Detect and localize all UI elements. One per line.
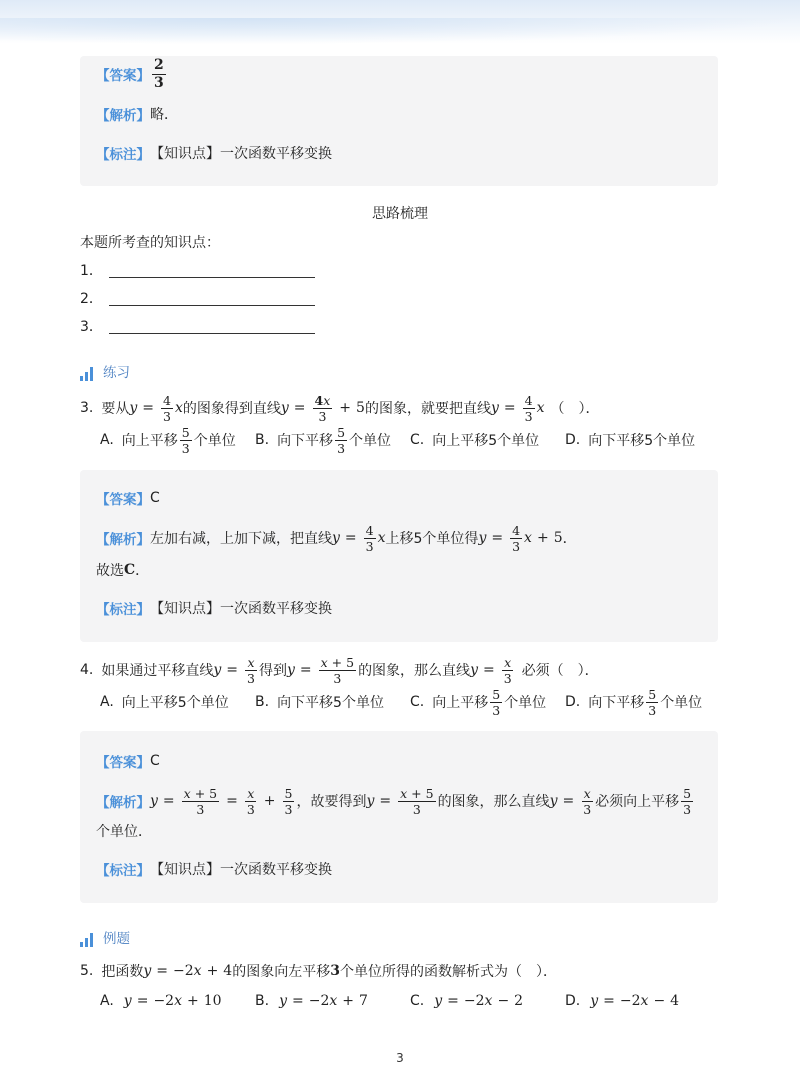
fraction: $\frac{5}{3}$: [337, 424, 346, 456]
fraction: $\frac{x}{3}$: [583, 785, 592, 817]
analysis-label: 【解析】: [96, 532, 150, 548]
note-label: 【标注】: [96, 602, 150, 618]
answer-denominator: 3: [154, 74, 164, 91]
option-a[interactable]: [100, 684, 229, 720]
option-c[interactable]: C. y = −2 x − 2: [410, 993, 524, 1009]
question-text: 个单位所得的函数解析式为（ ）．: [339, 964, 557, 980]
option-d[interactable]: [565, 422, 695, 458]
question-text: 把函数: [101, 964, 144, 980]
option-text: 向上平移: [121, 433, 178, 449]
analysis-text: C: [124, 562, 136, 578]
question-text: 的图象向左平移: [232, 964, 331, 980]
fraction: $\frac{5}{3}$: [492, 686, 501, 718]
fraction: $\frac{x + 5}{3}$: [183, 785, 218, 817]
question-text: （ ）．: [550, 401, 600, 417]
question-text: 要从: [101, 401, 130, 417]
analysis-text: ．: [135, 563, 150, 579]
question-text: 如果通过平移直线: [101, 663, 214, 679]
answer-value: C: [150, 753, 160, 769]
analysis-text: 左加右减，上加下减，把直线: [150, 531, 332, 547]
option-text: 向下平移: [277, 433, 334, 449]
section-practice-label: 练习: [103, 365, 130, 381]
fraction: $\frac{4x}{3}$: [314, 392, 331, 424]
fraction: $\frac{4}{3}$: [163, 392, 171, 424]
summary-intro: 本题所考查的知识点：: [80, 235, 220, 251]
option-text: 个单位: [193, 433, 236, 449]
fraction: $\frac{4}{3}$: [365, 522, 374, 554]
option-a[interactable]: A. y = −2 x + 10: [100, 993, 222, 1009]
solution-box-1: [80, 56, 718, 186]
option-letter: C.: [410, 694, 425, 710]
summary-item-number: 2．: [80, 291, 103, 307]
option-letter: D.: [565, 993, 581, 1009]
question-text: 的图象，就要把直线: [364, 401, 491, 417]
question-text: 必须（ ）．: [521, 663, 599, 679]
option-letter: A.: [100, 432, 114, 448]
question-5: 5. 把函数 y = −2 x + 4 的图象向左平移 3 个单位所得的函数解析式为（ ）．: [80, 963, 557, 980]
question-3: 3. 要从 y = $\frac{4}{3}$ x 的图象得到直线 y = $\frac{4x}{3}$ + 5 的图象，就要把直线 y = $\frac{4}{3}$ x （ ）．: [80, 392, 600, 424]
answer-row: [96, 488, 160, 508]
answer-label: 【答案】: [96, 68, 150, 84]
section-example-heading: [80, 927, 130, 947]
option-letter: A.: [100, 694, 114, 710]
header-wave-decoration: [0, 18, 800, 44]
option-text: 向上平移5个单位: [432, 433, 540, 449]
question-number: 3.: [80, 400, 94, 416]
analysis-text: 的图象，那么直线: [437, 794, 550, 810]
option-text: 个单位: [349, 433, 392, 449]
summary-item-3: [80, 316, 315, 336]
option-text: 向上平移: [432, 695, 489, 711]
fraction: $\frac{x + 5}{3}$: [400, 785, 434, 817]
note-text: 【知识点】一次函数平移变换: [150, 862, 332, 878]
analysis-text: ．: [562, 531, 577, 547]
summary-title: 思路梳理: [372, 206, 428, 222]
option-text: 向下平移: [588, 695, 645, 711]
summary-item-1: [80, 260, 315, 280]
note-label: 【标注】: [96, 147, 150, 163]
question-4: 4. 如果通过平移直线 y = $\frac{x}{3}$ 得到 y = $\frac{x + 5}{3}$ 的图象，那么直线 y = $\frac{x}{3}$ 必须（ ）．: [80, 654, 599, 686]
analysis-text: 故选: [96, 563, 124, 579]
analysis-text: ，故要得到: [296, 794, 367, 810]
option-letter: B.: [255, 694, 270, 710]
option-letter: B.: [255, 432, 270, 448]
analysis-text: 必须向上平移: [595, 794, 680, 810]
summary-item-2: [80, 288, 315, 308]
note-row: [96, 143, 332, 163]
answer-label: 【答案】: [96, 492, 150, 508]
option-b[interactable]: B. y = −2 x + 7: [255, 993, 368, 1009]
note-row: [96, 598, 332, 618]
analysis-label: 【解析】: [96, 108, 150, 124]
answer-value: C: [150, 490, 160, 506]
option-letter: A.: [100, 993, 114, 1009]
option-letter: D.: [565, 432, 581, 448]
fraction: $\frac{4}{3}$: [524, 392, 533, 424]
fraction: $\frac{x}{3}$: [247, 654, 255, 686]
answer-row: [96, 56, 168, 92]
option-letter: C.: [410, 432, 425, 448]
option-letter: C.: [410, 993, 425, 1009]
section-practice-heading: [80, 361, 130, 381]
fraction: $\frac{5}{3}$: [181, 424, 190, 456]
fraction: $\frac{5}{3}$: [648, 686, 657, 718]
answer-numerator: 2: [154, 56, 164, 73]
answer-label: 【答案】: [96, 755, 150, 771]
fraction: $\frac{x + 5}{3}$: [320, 654, 355, 686]
option-text: 向上平移5个单位: [121, 695, 229, 711]
note-text: 【知识点】一次函数平移变换: [150, 146, 332, 162]
fill-blank-3[interactable]: [109, 319, 315, 334]
question-text: 3: [330, 963, 340, 979]
option-b[interactable]: [255, 422, 391, 458]
answer-row: [96, 751, 160, 771]
question-text: 的图象得到直线: [182, 401, 281, 417]
option-d[interactable]: D. y = −2 x − 4: [565, 993, 680, 1009]
analysis-text: 上移5个单位得: [385, 531, 479, 547]
note-row: [96, 859, 332, 879]
summary-item-number: 1．: [80, 263, 103, 279]
summary-item-number: 3．: [80, 319, 103, 335]
option-text: 个单位: [660, 695, 703, 711]
analysis-row: 【解析】 左加右减，上加下减，把直线 y = $\frac{4}{3}$ x 上移5个单位得 y = $\frac{4}{3}$ x + 5 ．: [96, 522, 577, 554]
option-text: 个单位: [504, 695, 547, 711]
fraction: $\frac{x}{3}$: [246, 785, 255, 817]
analysis-text: 个单位．: [96, 824, 152, 840]
option-a[interactable]: [100, 422, 236, 458]
solution-box-4: [80, 731, 718, 903]
option-text: 向下平移5个单位: [277, 695, 384, 711]
question-text: 的图象，那么直线: [358, 663, 471, 679]
fraction: $\frac{5}{3}$: [683, 785, 692, 817]
analysis-line-2: [96, 821, 152, 841]
page-number: 3: [396, 1051, 404, 1065]
answer-fraction: [152, 57, 166, 92]
analysis-row: 【解析】 y = $\frac{x + 5}{3}$ = $\frac{x}{3}$ + $\frac{5}{3}$ ，故要得到 y = $\frac{x + 5}{3}$ 的图象，那么直线 y = $\frac{x}{3}$ 必须向上平移 $\frac{5}{3}$: [96, 785, 692, 817]
option-c[interactable]: [410, 422, 539, 458]
page-header-band: [0, 0, 800, 44]
note-text: 【知识点】一次函数平移变换: [150, 601, 332, 617]
option-letter: B.: [255, 993, 270, 1009]
note-label: 【标注】: [96, 863, 150, 879]
bar-chart-icon: [80, 933, 93, 947]
solution-box-3: [80, 470, 718, 642]
fraction: $\frac{4}{3}$: [512, 522, 521, 554]
option-b[interactable]: [255, 684, 384, 720]
fraction: $\frac{x}{3}$: [503, 654, 512, 686]
fill-blank-2[interactable]: [109, 291, 315, 306]
fraction: $\frac{5}{3}$: [284, 785, 293, 817]
analysis-label: 【解析】: [96, 795, 150, 811]
analysis-row: [96, 104, 178, 124]
option-c[interactable]: [410, 684, 546, 720]
question-text: 得到: [258, 663, 287, 679]
option-letter: D.: [565, 694, 581, 710]
option-d[interactable]: [565, 684, 702, 720]
fill-blank-1[interactable]: [109, 263, 315, 278]
option-text: 向下平移5个单位: [588, 433, 696, 449]
question-number: 4.: [80, 662, 94, 678]
analysis-line-2: [96, 560, 149, 580]
question-number: 5.: [80, 963, 94, 979]
section-example-label: 例题: [103, 931, 130, 947]
bar-chart-icon: [80, 367, 93, 381]
analysis-text: 略．: [150, 107, 178, 123]
